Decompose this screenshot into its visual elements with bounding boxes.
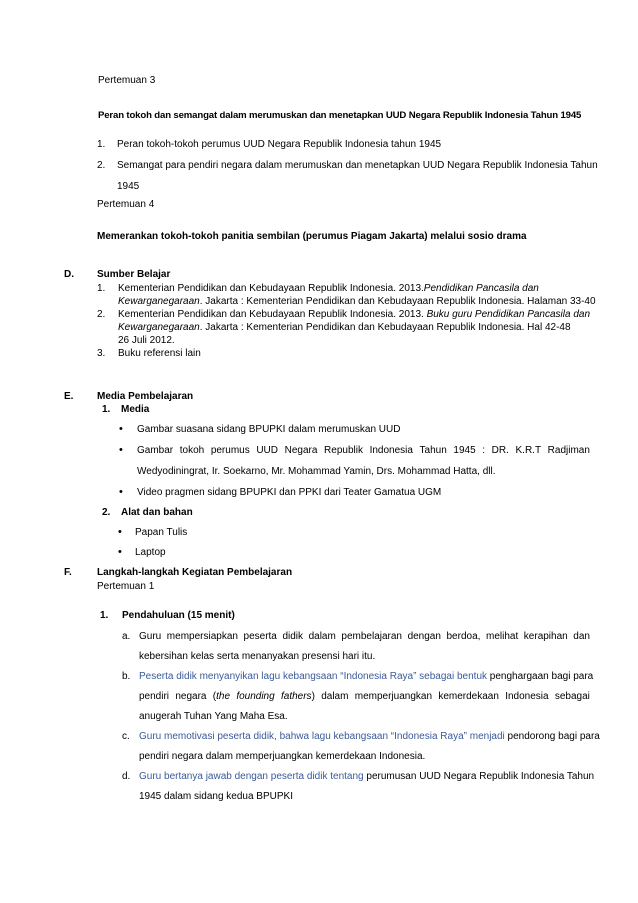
activity-b-line: Peserta didik menyanyikan lagu kebangsaan “Indonesia Raya” sebagai bentuk penghargaan bagi para (139, 671, 594, 682)
list-item: Peran tokoh-tokoh perumus UUD Negara Republik Indonesia tahun 1945 (117, 139, 442, 150)
activity-c-line: pendiri negara dalam memperjuangkan kemerdekaan Indonesia. (139, 751, 426, 762)
activity-b-line: anugerah Tuhan Yang Maha Esa. (139, 711, 288, 722)
bullet-icon: • (119, 486, 123, 498)
reference-line: Kementerian Pendidikan dan Kebudayaan Republik Indonesia. 2013. Buku guru Pendidikan Pancasila dan (118, 309, 591, 320)
media-item: Gambar suasana sidang BPUPKI dalam merumuskan UUD (137, 424, 401, 435)
bullet-icon: • (118, 546, 122, 558)
activity-a-line: kebersihan kelas serta menanyakan presensi hari itu. (139, 651, 376, 662)
item-letter: a. (122, 631, 131, 642)
activity-b-line: pendiri negara (the founding fathers) dalam memperjuangkan kemerdekaan Indonesia sebagai (139, 691, 590, 702)
list-number: 3. (97, 348, 106, 359)
list-item-continuation: 1945 (117, 181, 140, 192)
reference-line: Kewarganegaraan. Jakarta : Kementerian Pendidikan dan Kebudayaan Republik Indonesia. Hal 42-48 (118, 322, 571, 333)
reference-line: Buku referensi lain (118, 348, 201, 359)
list-item: Semangat para pendiri negara dalam merumuskan dan menetapkan UUD Negara Republik Indonesia Tahun (117, 160, 598, 171)
media-subheading: Media (121, 404, 150, 415)
media-pembelajaran-heading: Media Pembelajaran (97, 391, 194, 402)
pertemuan-3-heading: Pertemuan 3 (98, 75, 156, 86)
pertemuan-3-title: Peran tokoh dan semangat dalam merumuskan dan menetapkan UUD Negara Republik Indonesia Tahun 1945 (98, 110, 582, 121)
pertemuan-1-heading: Pertemuan 1 (97, 581, 155, 592)
section-letter-e: E. (64, 391, 74, 402)
bullet-icon: • (118, 526, 122, 538)
list-number: 2. (102, 507, 111, 518)
activity-c-line: Guru memotivasi peserta didik, bahwa lagu kebangsaan “Indonesia Raya” menjadi pendorong bagi para (139, 731, 600, 742)
media-item: Gambar tokoh perumus UUD Negara Republik Indonesia Tahun 1945 : DR. K.R.T Radjiman (137, 445, 590, 456)
sumber-belajar-heading: Sumber Belajar (97, 269, 171, 280)
section-letter-d: D. (64, 269, 74, 280)
activity-a-line: Guru mempersiapkan peserta didik dalam pembelajaran dengan berdoa, melihat kerapihan dan (139, 631, 590, 642)
item-letter: c. (122, 731, 130, 742)
activity-d-line: 1945 dalam sidang kedua BPUPKI (139, 791, 293, 802)
pertemuan-4-title: Memerankan tokoh-tokoh panitia sembilan (perumus Piagam Jakarta) melalui sosio drama (97, 231, 527, 242)
reference-date: 26 Juli 2012. (118, 335, 175, 346)
list-number: 2. (97, 309, 106, 320)
tool-item: Laptop (135, 547, 166, 558)
media-item-continuation: Wedyodiningrat, Ir. Soekarno, Mr. Mohammad Yamin, Drs. Mohammad Hatta, dll. (137, 466, 496, 477)
media-item: Video pragmen sidang BPUPKI dan PPKI dari Teater Gamatua UGM (137, 487, 442, 498)
alat-bahan-subheading: Alat dan bahan (121, 507, 193, 518)
activity-d-line: Guru bertanya jawab dengan peserta didik tentang perumusan UUD Negara Republik Indonesia Tahun (139, 771, 595, 782)
list-number: 1. (102, 404, 111, 415)
tool-item: Papan Tulis (135, 527, 188, 538)
list-number: 2. (97, 160, 106, 171)
bullet-icon: • (119, 444, 123, 456)
item-letter: d. (122, 771, 131, 782)
pertemuan-4-heading: Pertemuan 4 (97, 199, 155, 210)
list-number: 1. (100, 610, 109, 621)
langkah-heading: Langkah-langkah Kegiatan Pembelajaran (97, 567, 293, 578)
section-letter-f: F. (64, 567, 72, 578)
reference-line: Kementerian Pendidikan dan Kebudayaan Republik Indonesia. 2013.Pendidikan Pancasila dan (118, 283, 539, 294)
item-letter: b. (122, 671, 131, 682)
pendahuluan-heading: Pendahuluan (15 menit) (122, 610, 235, 621)
bullet-icon: • (119, 423, 123, 435)
reference-line: Kewarganegaraan. Jakarta : Kementerian Pendidikan dan Kebudayaan Republik Indonesia. Halaman 33-40 (118, 296, 596, 307)
list-number: 1. (97, 139, 106, 150)
list-number: 1. (97, 283, 106, 294)
